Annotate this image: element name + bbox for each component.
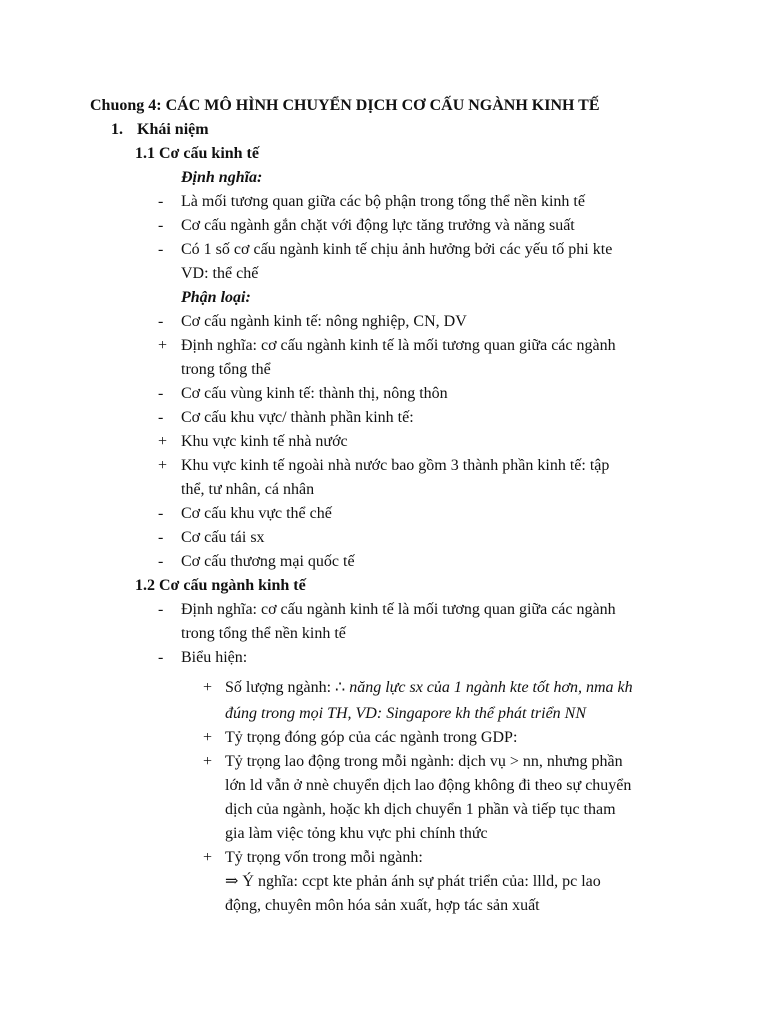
- list-marker: +: [203, 753, 213, 770]
- list-marker: -: [158, 409, 164, 426]
- list-item-text: Số lượng ngành: ∴: [225, 679, 350, 696]
- list-item-text: Cơ cấu khu vực thể chế: [181, 505, 332, 522]
- list-marker: -: [158, 217, 164, 234]
- section-1-label: Khái niệm: [137, 121, 209, 138]
- list-marker: +: [158, 457, 168, 474]
- definition-heading: Định nghĩa:: [181, 169, 263, 186]
- list-item-text: Cơ cấu ngành kinh tế: nông nghiệp, CN, DV: [181, 313, 467, 330]
- list-marker: -: [158, 553, 164, 570]
- list-marker: +: [158, 433, 168, 450]
- list-item-text: Cơ cấu vùng kinh tế: thành thị, nông thôn: [181, 385, 448, 402]
- section-1-heading: [111, 118, 209, 142]
- list-marker: -: [158, 241, 164, 258]
- list-marker: -: [158, 529, 164, 546]
- section-1-1-heading: 1.1 Cơ cấu kinh tế: [135, 145, 259, 162]
- list-marker: -: [158, 601, 164, 618]
- section-1-2-heading: 1.2 Cơ cấu ngành kinh tế: [135, 577, 306, 594]
- list-marker: +: [203, 679, 213, 696]
- list-item-text: Khu vực kinh tế nhà nước: [181, 433, 348, 450]
- list-marker: +: [158, 337, 168, 354]
- list-item-text: trong tổng thể nền kinh tế: [181, 625, 346, 642]
- list-item-text: lớn ld vẫn ở nnè chuyển dịch lao động không đi theo sự chuyển: [225, 777, 632, 794]
- list-marker: -: [158, 193, 164, 210]
- list-marker: -: [158, 505, 164, 522]
- list-item-text: Cơ cấu ngành gắn chặt với động lực tăng trưởng và năng suất: [181, 217, 575, 234]
- list-item-text: Tỷ trọng đóng góp của các ngành trong GDP:: [225, 729, 518, 746]
- list-item-text: Cơ cấu thương mại quốc tế: [181, 553, 355, 570]
- list-item-text: trong tổng thể: [181, 361, 271, 378]
- list-item-text: Có 1 số cơ cấu ngành kinh tế chịu ảnh hưởng bởi các yếu tố phi kte: [181, 241, 613, 258]
- list-item-text: Tỷ trọng vốn trong mỗi ngành:: [225, 849, 423, 866]
- list-marker: -: [158, 649, 164, 666]
- list-item-text-italic: đúng trong mọi TH, VD: Singapore kh thể phát triển NN: [225, 705, 587, 722]
- list-item-text: Tỷ trọng lao động trong mỗi ngành: dịch vụ > nn, nhưng phần: [225, 753, 623, 770]
- list-item-text: Khu vực kinh tế ngoài nhà nước bao gồm 3 thành phần kinh tế: tập: [181, 457, 610, 474]
- list-marker: +: [203, 849, 213, 866]
- list-item-text: Cơ cấu khu vực/ thành phần kinh tế:: [181, 409, 414, 426]
- list-item-text: VD: thể chế: [181, 265, 259, 282]
- list-marker: +: [203, 729, 213, 746]
- list-item-text: Định nghĩa: cơ cấu ngành kinh tế là mối tương quan giữa các ngành: [181, 601, 616, 618]
- list-item-text: dịch của ngành, hoặc kh dịch chuyển 1 phần và tiếp tục tham: [225, 801, 616, 818]
- list-item-text-italic: năng lực sx của 1 ngành kte tốt hơn, nma kh: [349, 679, 633, 696]
- list-item-text: gia làm việc tỏng khu vực phi chính thức: [225, 825, 488, 842]
- list-item-text: động, chuyên môn hóa sản xuất, hợp tác sản xuất: [225, 897, 540, 914]
- list-item-text: Định nghĩa: cơ cấu ngành kinh tế là mối tương quan giữa các ngành: [181, 337, 616, 354]
- list-marker: -: [158, 313, 164, 330]
- list-item-text: ⇒ Ý nghĩa: ccpt kte phản ánh sự phát triển của: llld, pc lao: [225, 873, 601, 890]
- list-item-text: Biểu hiện:: [181, 649, 248, 666]
- list-item-text: thể, tư nhân, cá nhân: [181, 481, 315, 498]
- list-item-text: Cơ cấu tái sx: [181, 529, 265, 546]
- classification-heading: Phận loại:: [181, 289, 251, 306]
- section-1-number: 1.: [111, 121, 123, 138]
- list-item-text: Là mối tương quan giữa các bộ phận trong tổng thể nền kinh tế: [181, 193, 585, 210]
- page-title: Chuong 4: CÁC MÔ HÌNH CHUYỂN DỊCH CƠ CẤU NGÀNH KINH TẾ: [90, 97, 600, 114]
- list-marker: -: [158, 385, 164, 402]
